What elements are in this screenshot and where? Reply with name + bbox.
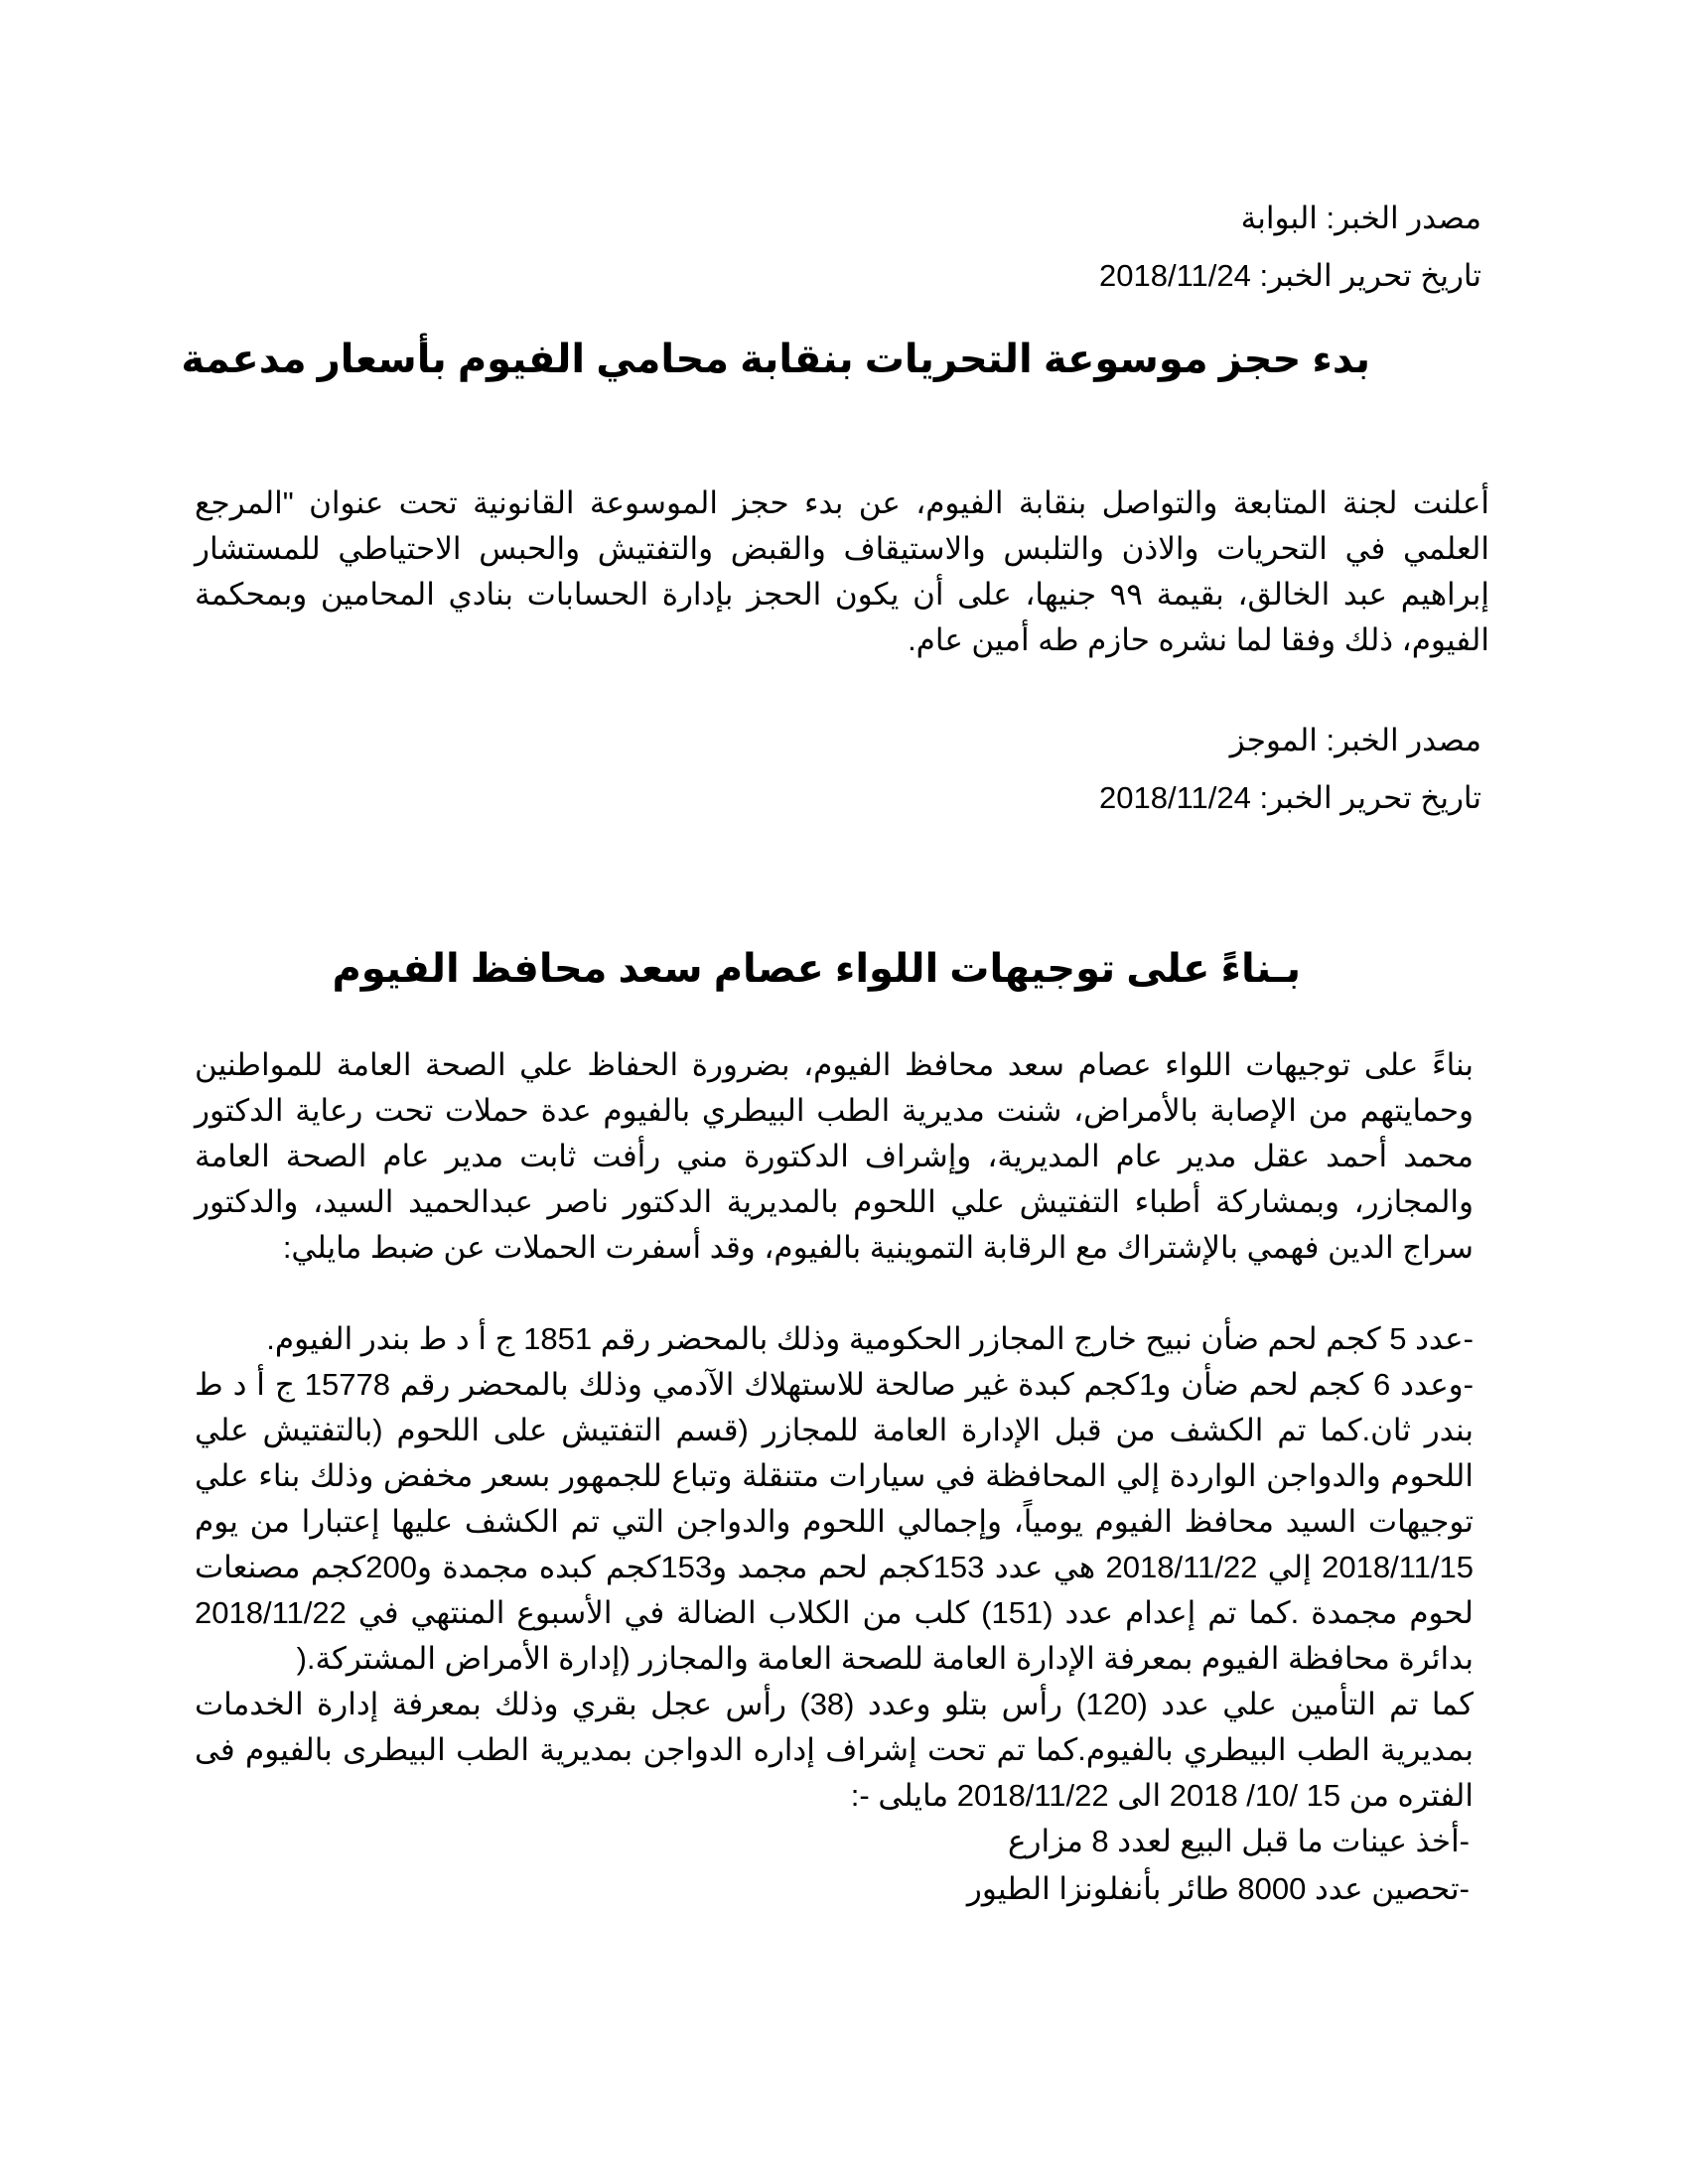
article2-item4: -تحصين عدد 8000 طائر بأنفلونزا الطيور xyxy=(966,1871,1470,1906)
article2-title: بـناءً على توجيهات اللواء عصام سعد محافظ الفيوم xyxy=(332,947,1301,991)
article1-title: بدء حجز موسوعة التحريات بنقابة محامي الفيوم بأسعار مدعمة xyxy=(181,338,1370,381)
article2-item1: -عدد 5 كجم لحم ضأن نبيح خارج المجازر الحكومية وذلك بالمحضر رقم 1851 ج أ د ط بندر الفيوم. xyxy=(266,1321,1474,1356)
article1-date: تاريخ تحرير الخبر: 2018/11/24 xyxy=(1099,258,1481,293)
article2-para3: كما تم التأمين علي عدد (120) رأس بتلو وعدد (38) رأس عجل بقري وذلك بمعرفة إدارة الخدمات بمديرية الطب البيطري بالفيوم.كما تم تحت إشراف إداره الدواجن بمديرية الطب البيطرى بالفيوم فى الفتره من 15 /10/ 2018 الى 2018/11/22 مايلى -: xyxy=(195,1687,1475,1813)
article1-body: أعلنت لجنة المتابعة والتواصل بنقابة الفيوم، عن بدء حجز الموسوعة القانونية تحت عنوان "المرجع العلمي في التحريات والاذن والتلبس والاستيقاف والقبض والتفتيش والحبس الاحتياطي للمستشار إبراهيم عبد الخالق، بقيمة ٩٩ جنيها، على أن يكون الحجز بإدارة الحسابات بنادي المحامين وبمحكمة الفيوم، ذلك وفقا لما نشره حازم طه أمين عام. xyxy=(195,485,1489,657)
article2-item2: -وعدد 6 كجم لحم ضأن و1كجم كبدة غير صالحة للاستهلاك الآدمي وذلك بالمحضر رقم 15778 ج أ د ط بندر ثان.كما تم الكشف من قبل الإدارة العامة للمجازر (قسم التفتيش على اللحوم (بالتفتيش علي اللحوم والدواجن الواردة إلي المحافظة في سيارات متنقلة وتباع للجمهور بسعر مخفض وذلك بناء علي توجيهات السيد محافظ الفيوم يومياً، وإجمالي اللحوم والدواجن التي تم الكشف عليها إعتبارا من يوم 2018/11/15 إلي 2018/11/22 هي عدد 153كجم لحم مجمد و153كجم كبده مجمدة و200كجم مصنعات لحوم مجمدة .كما تم إعدام عدد (151) كلب من الكلاب الضالة في الأسبوع المنتهي في 2018/11/22 بدائرة محافظة الفيوم بمعرفة الإدارة العامة للصحة العامة والمجازر (إدارة الأمراض المشتركة.( xyxy=(195,1367,1474,1676)
article2-source: مصدر الخبر: الموجز xyxy=(1229,723,1481,757)
article2-intro: بناءً على توجيهات اللواء عصام سعد محافظ الفيوم، بضرورة الحفاظ علي الصحة العامة للمواطنين وحمايتهم من الإصابة بالأمراض، شنت مديرية الطب البيطري بالفيوم عدة حملات تحت رعاية الدكتور محمد أحمد عقل مدير عام المديرية، وإشراف الدكتورة مني رأفت ثابت مدير عام الصحة العامة والمجازر، وبمشاركة أطباء التفتيش علي اللحوم بالمديرية الدكتور ناصر عبدالحميد السيد، والدكتور سراج الدين فهمي بالإشتراك مع الرقابة التموينية بالفيوم، وقد أسفرت الحملات عن ضبط مايلي: xyxy=(195,1047,1474,1265)
article2-date: تاريخ تحرير الخبر: 2018/11/24 xyxy=(1099,780,1481,815)
article2-item3: -أخذ عينات ما قبل البيع لعدد 8 مزارع xyxy=(1008,1824,1470,1858)
article1-source: مصدر الخبر: البوابة xyxy=(1240,201,1481,235)
